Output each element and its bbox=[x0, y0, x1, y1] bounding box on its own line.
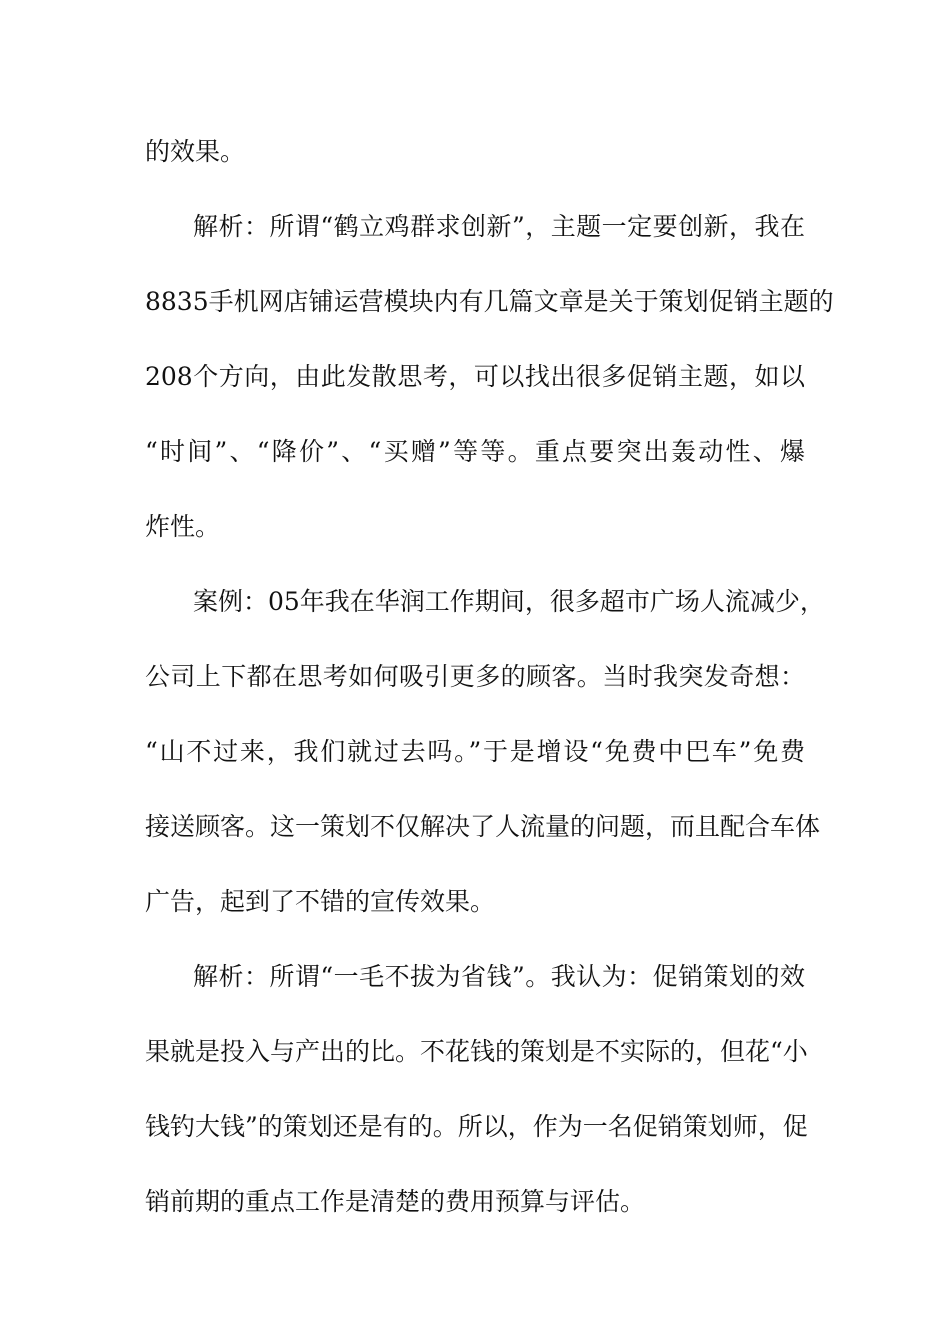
paragraph-line: 8835手机网店铺运营模块内有几篇文章是关于策划促销主题的 bbox=[145, 287, 834, 316]
paragraph-line: 解析：所谓“一毛不拔为省钱”。我认为：促销策划的效 bbox=[193, 962, 805, 991]
paragraph-line: 公司上下都在思考如何吸引更多的顾客。当时我突发奇想： bbox=[145, 662, 805, 691]
paragraph-line: “时间”、“降价”、“买赠”等等。重点要突出轰动性、爆 bbox=[145, 437, 805, 466]
paragraph-line: 销前期的重点工作是清楚的费用预算与评估。 bbox=[145, 1187, 646, 1216]
paragraph-line: 果就是投入与产出的比。不花钱的策划是不实际的，但花“小 bbox=[145, 1037, 808, 1066]
paragraph-line: 解析：所谓“鹤立鸡群求创新”，主题一定要创新，我在 bbox=[193, 212, 805, 241]
paragraph-line: 接送顾客。这一策划不仅解决了人流量的问题，而且配合车体 bbox=[145, 812, 821, 841]
paragraph-line: 的效果。 bbox=[145, 137, 246, 166]
paragraph-line: 炸性。 bbox=[145, 512, 221, 541]
paragraph-line: 案例：05年我在华润工作期间，很多超市广场人流减少， bbox=[193, 587, 825, 616]
paragraph-line: 广告，起到了不错的宣传效果。 bbox=[145, 887, 496, 916]
paragraph-line: 208个方向，由此发散思考，可以找出很多促销主题，如以 bbox=[145, 362, 805, 391]
paragraph-line: “山不过来，我们就过去吗。”于是增设“免费中巴车”免费 bbox=[145, 737, 805, 766]
paragraph-line: 钱钓大钱”的策划还是有的。所以，作为一名促销策划师，促 bbox=[145, 1112, 808, 1141]
